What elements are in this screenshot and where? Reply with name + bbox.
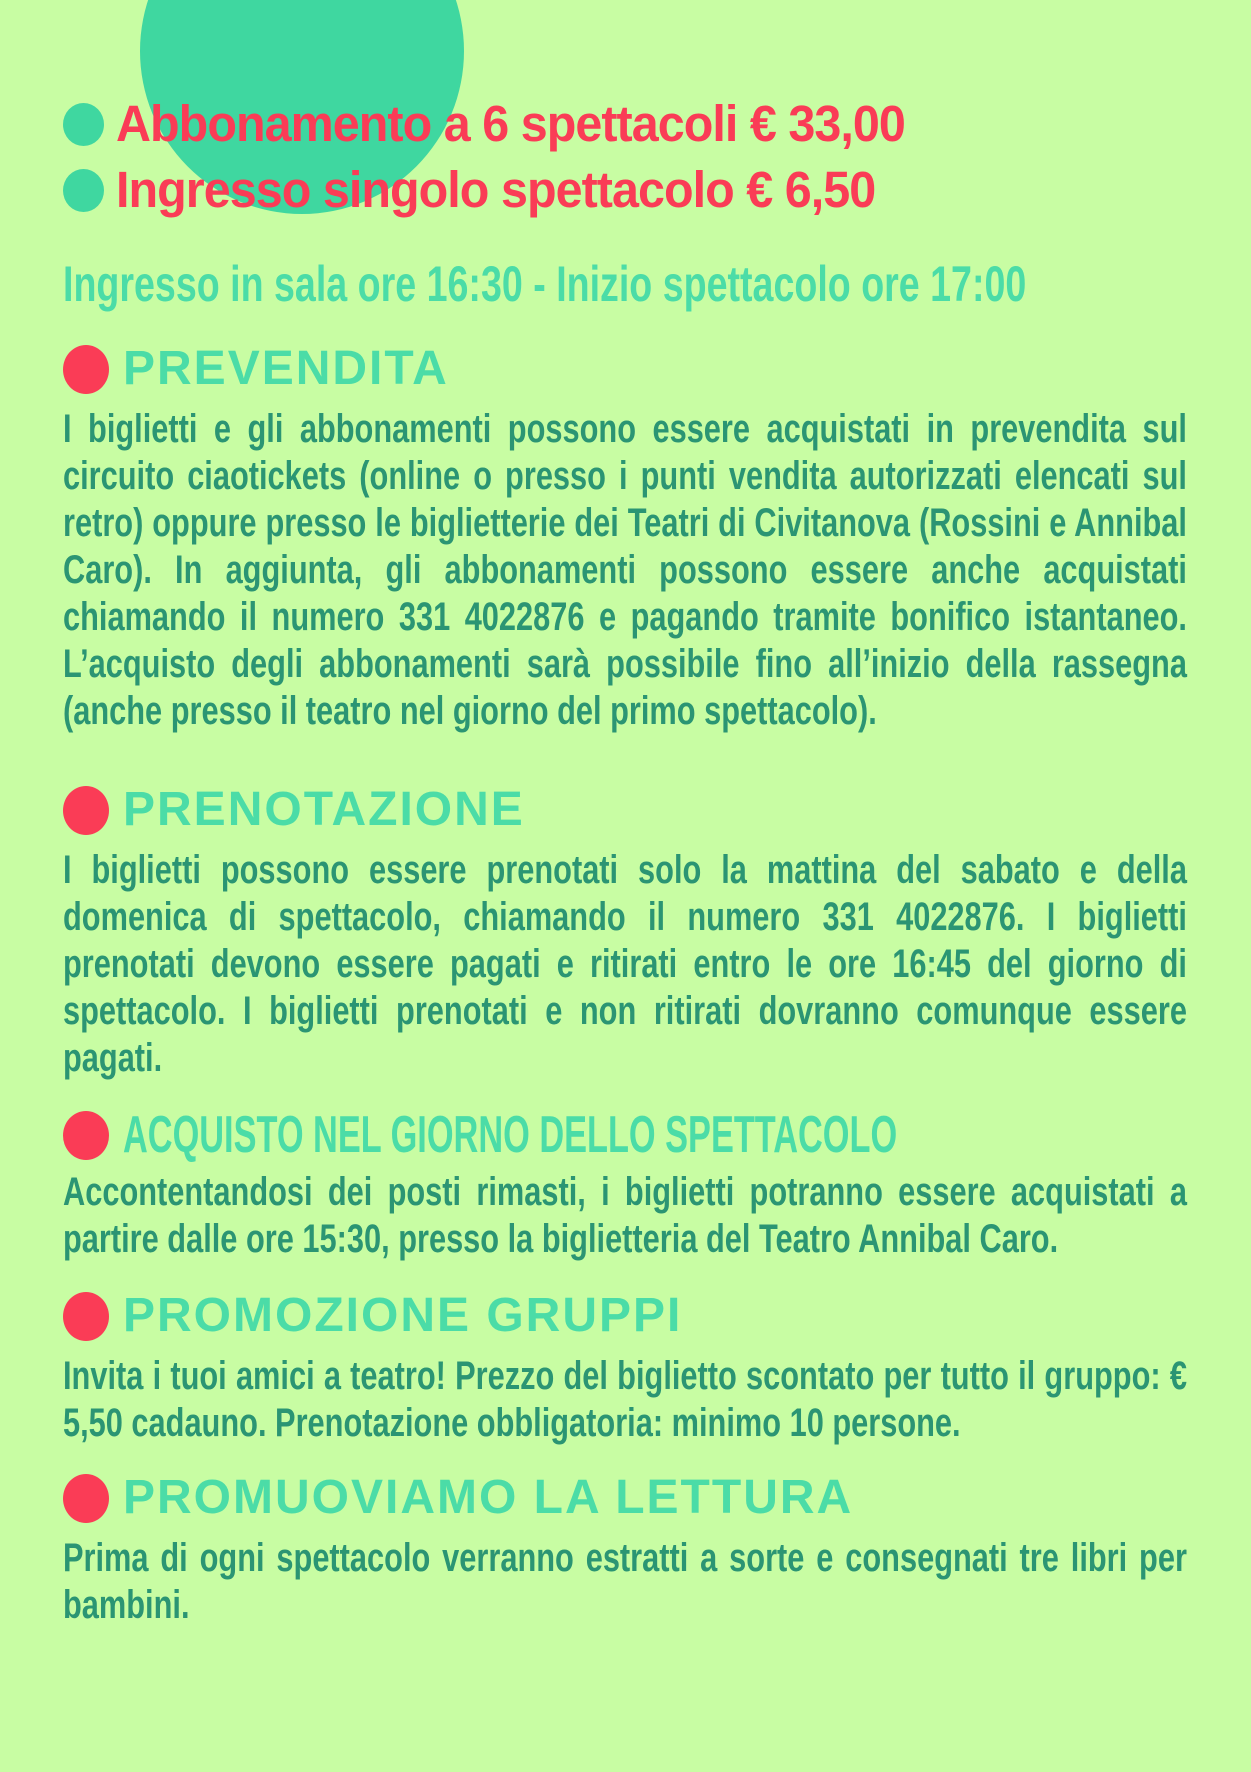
- price-item-subscription: [63, 93, 1187, 155]
- section-header-prenotazione: [63, 781, 1187, 839]
- red-bullet-icon: [63, 345, 109, 394]
- section-body-promozione-gruppi: Invita i tuoi amici a teatro! Prezzo del biglietto scontato per tutto il gruppo: € 5,50 cadauno. Prenotazione obbligatoria: minimo 10 persone.: [63, 1354, 1187, 1445]
- section-title: ACQUISTO NEL GIORNO DELLO SPETTACOLO: [123, 1106, 898, 1164]
- mint-bullet-icon: [63, 169, 104, 212]
- section-body-prevendita: I biglietti e gli abbonamenti possono essere acquistati in prevendita sul circuito ciaotickets (online o presso i punti vendita autorizzati elencati sul retro) oppure presso le biglietterie dei Teatri di Civitanova (Rossini e Annibal Caro). In aggiunta, gli abbonamenti possono essere anche acquistati chiamando il numero 331 4022876 e pagando tramite bonifico istantaneo. L’acquisto degli abbonamenti sarà possibile fino all’inizio della rassegna (anche presso il teatro nel giorno del primo spettacolo).: [63, 407, 1187, 733]
- section-title: PROMUOVIAMO LA LETTURA: [123, 1471, 854, 1524]
- section-body-prenotazione: I biglietti possono essere prenotati solo la mattina del sabato e della domenica di spettacolo, chiamando il numero 331 4022876. I biglietti prenotati devono essere pagati e ritirati entro le ore 16:45 del giorno di spettacolo. I biglietti prenotati e non ritirati dovranno comunque essere pagati.: [63, 848, 1187, 1080]
- red-bullet-icon: [63, 1111, 109, 1160]
- section-body-promuoviamo-lettura: Prima di ogni spettacolo verranno estratti a sorte e consegnati tre libri per bambini.: [63, 1536, 1187, 1627]
- showtime-info: Ingresso in sala ore 16:30 - Inizio spettacolo ore 17:00: [63, 256, 1027, 312]
- red-bullet-icon: [63, 1292, 109, 1341]
- price-item-single: [63, 159, 1187, 221]
- section-header-promozione-gruppi: [63, 1287, 1187, 1345]
- section-header-acquisto: [63, 1108, 1187, 1163]
- mint-bullet-icon: [63, 103, 104, 146]
- section-header-promuoviamo-lettura: [63, 1469, 1187, 1527]
- price-item-label: Ingresso singolo spettacolo € 6,50: [116, 161, 876, 218]
- price-item-label: Abbonamento a 6 spettacoli € 33,00: [116, 95, 905, 152]
- red-bullet-icon: [63, 786, 109, 835]
- flyer-content: [63, 0, 1187, 1629]
- section-title: PREVENDITA: [123, 342, 449, 395]
- section-title: PROMOZIONE GRUPPI: [123, 1289, 683, 1342]
- section-body-acquisto: Accontentandosi dei posti rimasti, i biglietti potranno essere acquistati a partire dalle ore 15:30, presso la biglietteria del Teatro Annibal Caro.: [63, 1170, 1187, 1261]
- section-header-prevendita: [63, 340, 1187, 398]
- section-title: PRENOTAZIONE: [123, 783, 525, 836]
- red-bullet-icon: [63, 1474, 109, 1523]
